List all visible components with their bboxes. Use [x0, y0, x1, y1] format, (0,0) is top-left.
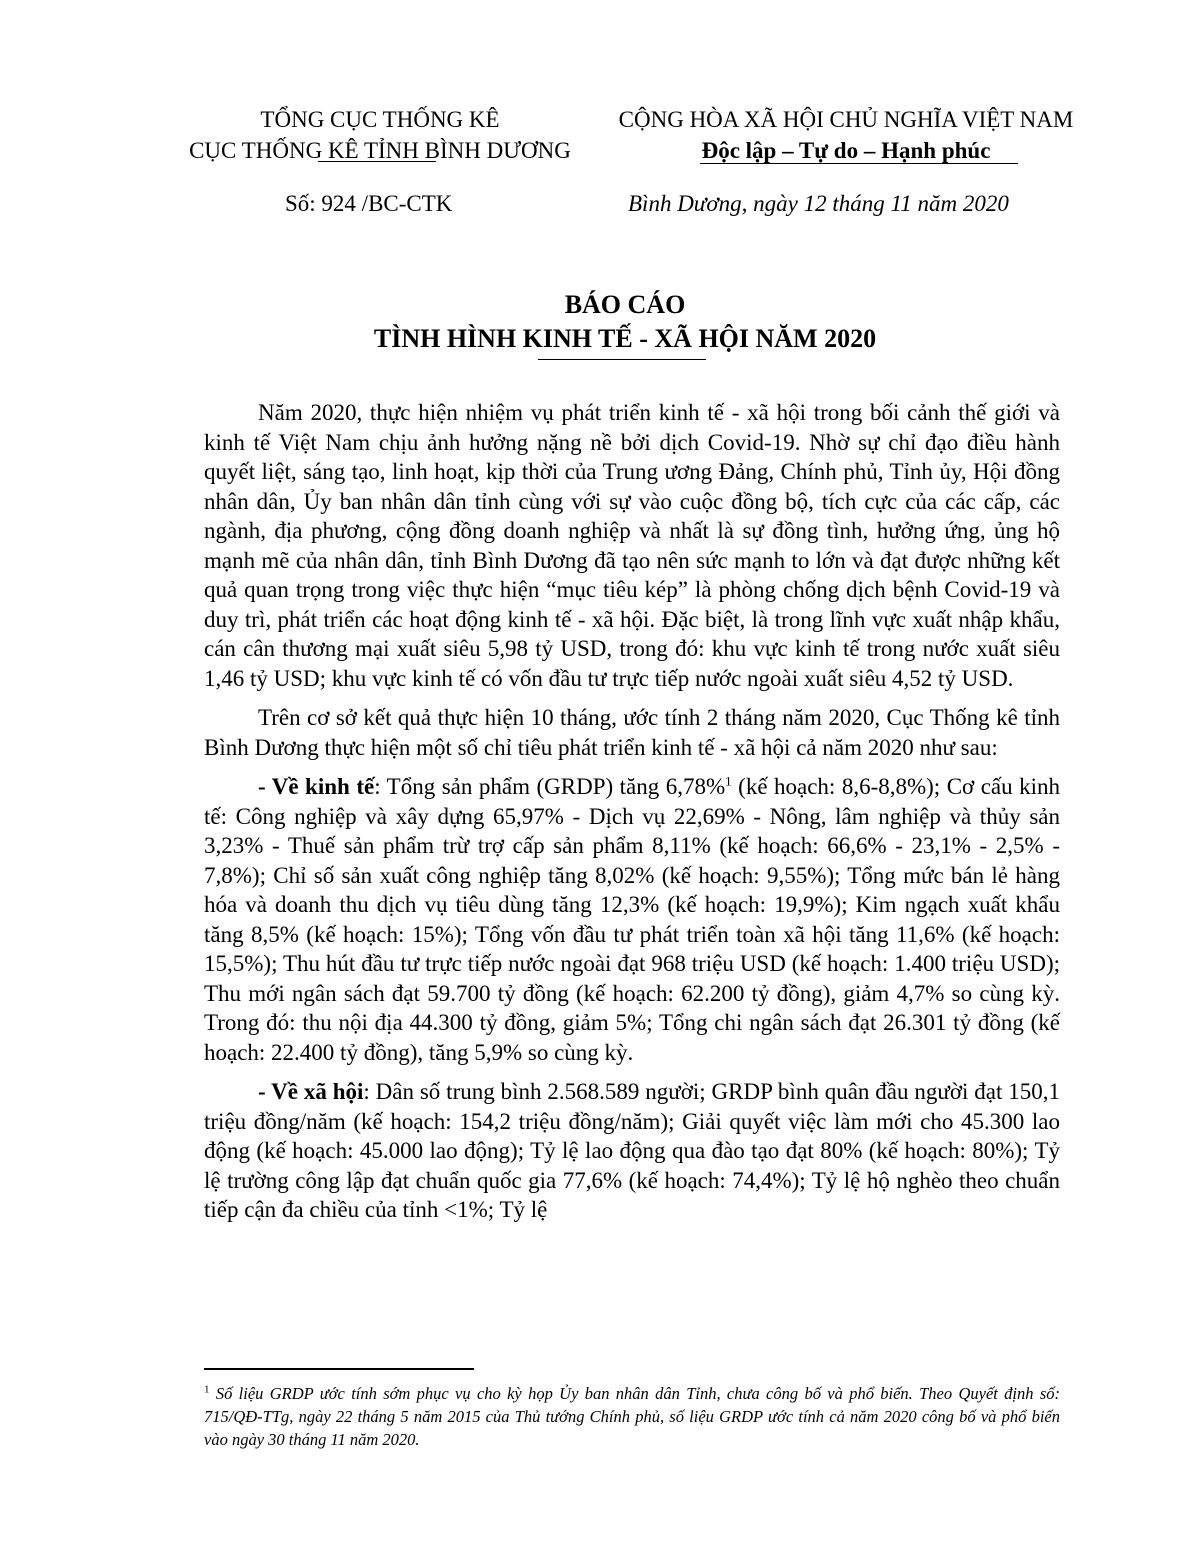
society-paragraph: [204, 1077, 1060, 1225]
issuing-agency-block: [160, 104, 600, 166]
national-motto: Độc lập – Tự do – Hạnh phúc: [701, 138, 991, 163]
economy-paragraph: [204, 772, 1060, 1067]
report-title: [160, 288, 1090, 356]
parent-agency-name: TỔNG CỤC THỐNG KÊ: [260, 107, 500, 132]
report-body: [204, 398, 1060, 1235]
report-title-line1: BÁO CÁO: [564, 290, 686, 319]
title-underline: [538, 359, 706, 360]
motto-underline: [700, 163, 1018, 164]
report-title-line2: TÌNH HÌNH KINH TẾ - XÃ HỘI NĂM 2020: [373, 324, 877, 353]
society-text: : Dân số trung bình 2.568.589 người; GRDP bình quân đầu người đạt 150,1 triệu đồng/năm (kế hoạch: 154,2 triệu đồng/năm); Giải quyết việc làm mới cho 45.300 lao động (kế hoạch: 45.000 lao động); Tỷ lệ lao động qua đào tạo đạt 80% (kế hoạch: 80%); Tỷ lệ trường công lập đạt chuẩn quốc gia 77,6% (kế hoạch: 74,4%); Tỷ lệ hộ nghèo theo chuẩn tiếp cận đa chiều của tỉnh <1%; Tỷ lệ: [204, 1079, 1060, 1222]
footnote-text: Số liệu GRDP ước tính sớm phục vụ cho kỳ họp Ủy ban nhân dân Tỉnh, chưa công bố và phổ biến. Theo Quyết định số: 715/QĐ-TTg, ngày 22 tháng 5 năm 2015 của Thủ tướng Chính phủ, số liệu GRDP ước tính cả năm 2020 công bố và phổ biến vào ngày 30 tháng 11 năm 2020.: [204, 1384, 1060, 1449]
footnote-ref[interactable]: 1: [725, 773, 732, 789]
economy-text-b: (kế hoạch: 8,6-8,8%); Cơ cấu kinh tế: Công nghiệp và xây dựng 65,97% - Dịch vụ 22,69% - Nông, lâm nghiệp và thủy sản 3,23% - Thuế sản phẩm trừ trợ cấp sản phẩm 8,11% (kế hoạch: 66,6% - 23,1% - 2,5% - 7,8%); Chỉ số sản xuất công nghiệp tăng 8,02% (kế hoạch: 9,55%); Tổng mức bán lẻ hàng hóa và doanh thu dịch vụ tiêu dùng tăng 12,3% (kế hoạch: 19,9%); Kim ngạch xuất khẩu tăng 8,5% (kế hoạch: 15%); Tổng vốn đầu tư phát triển toàn xã hội tăng 11,6% (kế hoạch: 15,5%); Thu hút đầu tư trực tiếp nước ngoài đạt 968 triệu USD (kế hoạch: 1.400 triệu USD); Thu mới ngân sách đạt 59.700 tỷ đồng (kế hoạch: 62.200 tỷ đồng), giảm 4,7% so cùng kỳ. Trong đó: thu nội địa 44.300 tỷ đồng, giảm 5%; Tổng chi ngân sách đạt 26.301 tỷ đồng (kế hoạch: 22.400 tỷ đồng), tăng 5,9% so cùng kỳ.: [204, 774, 1060, 1065]
issuing-agency-name: CỤC THỐNG KÊ TỈNH BÌNH DƯƠNG: [189, 138, 571, 163]
economy-text-a: : Tổng sản phẩm (GRDP) tăng 6,78%: [374, 774, 726, 799]
society-label: - Về xã hội: [258, 1079, 364, 1104]
document-number: Số: 924 /BC-CTK: [285, 191, 453, 216]
footnote-mark: 1: [204, 1383, 210, 1396]
national-title: CỘNG HÒA XÃ HỘI CHỦ NGHĨA VIỆT NAM: [618, 107, 1074, 132]
intro-paragraph: Năm 2020, thực hiện nhiệm vụ phát triển kinh tế - xã hội trong bối cảnh thế giới và kinh tế Việt Nam chịu ảnh hưởng nặng nề bởi dịch Covid-19. Nhờ sự chỉ đạo điều hành quyết liệt, sáng tạo, linh hoạt, kịp thời của Trung ương Đảng, Chính phủ, Tỉnh ủy, Hội đồng nhân dân, Ủy ban nhân dân tỉnh cùng với sự vào cuộc đồng bộ, tích cực của các cấp, các ngành, địa phương, cộng đồng doanh nghiệp và nhất là sự đồng tình, hưởng ứng, ủng hộ mạnh mẽ của nhân dân, tỉnh Bình Dương đã tạo nên sức mạnh to lớn và đạt được những kết quả quan trọng trong việc thực hiện “mục tiêu kép” là phòng chống dịch bệnh Covid-19 và duy trì, phát triển các hoạt động kinh tế - xã hội. Đặc biệt, là trong lĩnh vực xuất nhập khẩu, cán cân thương mại xuất siêu 5,98 tỷ USD, trong đó: khu vực kinh tế trong nước xuất siêu 1,46 tỷ USD; khu vực kinh tế có vốn đầu tư trực tiếp nước ngoài xuất siêu 4,52 tỷ USD.: [204, 400, 1060, 691]
footnote-separator: [204, 1368, 474, 1370]
agency-underline: [318, 161, 436, 162]
place-and-date: Bình Dương, ngày 12 tháng 11 năm 2020: [628, 191, 1009, 216]
footnote: [204, 1382, 1060, 1451]
economy-label: - Về kinh tế: [258, 774, 375, 799]
basis-paragraph: Trên cơ sở kết quả thực hiện 10 tháng, ước tính 2 tháng năm 2020, Cục Thống kê tỉnh Bình Dương thực hiện một số chỉ tiêu phát triển kinh tế - xã hội cả năm 2020 như sau:: [204, 705, 1060, 760]
national-title-block: [596, 104, 1096, 166]
